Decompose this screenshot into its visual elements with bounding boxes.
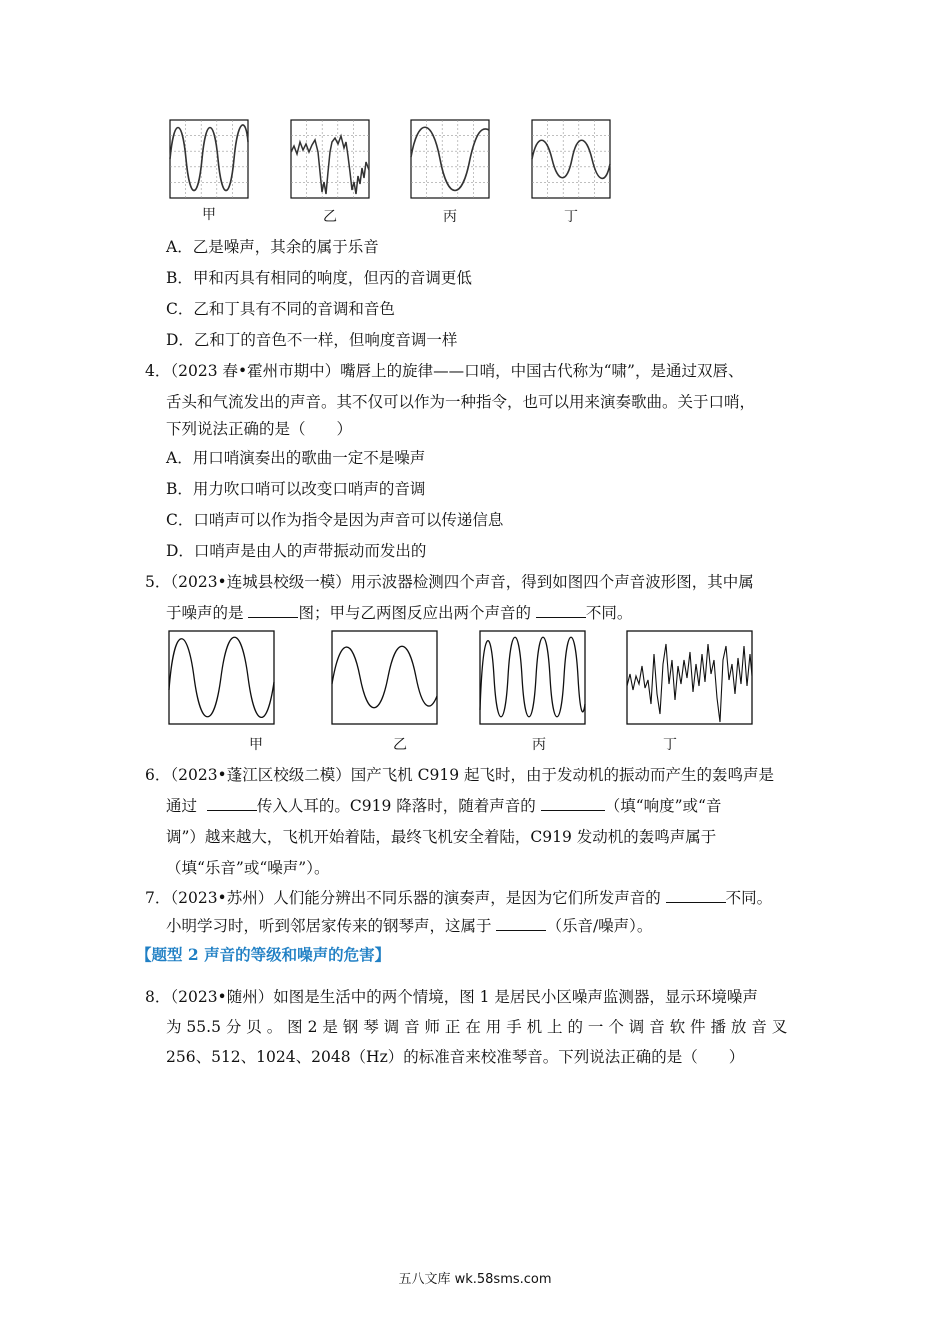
q4-stem-line3: 下列说法正确的是（ ） <box>166 420 353 438</box>
q7-stem-line2 <box>166 916 652 936</box>
wave-ding <box>532 140 610 178</box>
q7-text-d: （乐音/噪声）。 <box>546 917 653 935</box>
q7-text-c: 小明学习时，听到邻居家传来的钢琴声，这属于 <box>166 917 497 935</box>
q8-stem-line3: 256、512、1024、2048（Hz）的标准音来校准琴音。下列说法正确的是（ ） <box>166 1048 745 1066</box>
figure1-label-ding: 丁 <box>564 209 578 225</box>
q4-option-b: B．用力吹口哨可以改变口哨声的音调 <box>166 480 426 498</box>
figure-waveforms-2 <box>160 624 760 730</box>
q6-blank-2[interactable] <box>541 796 605 811</box>
wave2-jia <box>169 637 274 717</box>
wave2-bing-box <box>480 631 585 724</box>
figure2-label-yi: 乙 <box>393 737 407 753</box>
q6-stem-line1: 6．（2023•蓬江区校级二模）国产飞机 C919 起飞时，由于发动机的振动而产生的轰鸣声是 <box>145 766 775 784</box>
wave-bing <box>411 127 489 190</box>
q7-stem-line1 <box>145 888 772 908</box>
q3-option-b: B．甲和丙具有相同的响度，但丙的音调更低 <box>166 269 472 287</box>
q5-blank-1[interactable] <box>248 603 298 618</box>
figure2-label-ding: 丁 <box>663 737 677 753</box>
wave2-ding-box <box>627 631 752 724</box>
wave2-yi <box>332 646 437 708</box>
q5-text-b: 图；甲与乙两图反应出两个声音的 <box>298 604 536 622</box>
footer-watermark: 五八文库 wk.58sms.com <box>398 1272 552 1287</box>
wave-jia <box>170 125 248 191</box>
q6-stem-line4: （填“乐音”或“噪声”）。 <box>166 859 330 877</box>
q4-option-c: C．口哨声可以作为指令是因为声音可以传递信息 <box>166 511 504 529</box>
q4-option-a: A．用口哨演奏出的歌曲一定不是噪声 <box>166 449 426 467</box>
q6-blank-1[interactable] <box>207 796 257 811</box>
wave2-bing <box>480 637 585 717</box>
scope-ding <box>532 120 610 198</box>
scope-jia <box>170 120 248 198</box>
q6-stem-line3: 调”）越来越大，飞机开始着陆，最终飞机安全着陆，C919 发动机的轰鸣声属于 <box>166 828 717 846</box>
figure2-label-jia: 甲 <box>249 737 263 753</box>
q4-stem-line1: 4．（2023 春•霍州市期中）嘴唇上的旋律——口哨，中国古代称为“啸”，是通过双唇、 <box>145 362 744 380</box>
scope-bing <box>411 120 489 198</box>
q6-text-b: 传入人耳的。C919 降落时，随着声音的 <box>256 797 541 815</box>
wave2-jia-box <box>169 631 274 724</box>
q5-stem-line2 <box>166 603 632 623</box>
q3-option-d: D．乙和丁的音色不一样，但响度音调一样 <box>166 331 458 349</box>
q4-option-d: D．口哨声是由人的声带振动而发出的 <box>166 542 427 560</box>
q6-stem-line2 <box>166 796 721 816</box>
q7-text-b: 不同。 <box>725 889 773 907</box>
figure1-label-bing: 丙 <box>443 209 457 225</box>
q6-text-a: 通过 <box>166 797 202 815</box>
q4-stem-line2: 舌头和气流发出的声音。其不仅可以作为一种指令，也可以用来演奏歌曲。关于口哨， <box>166 393 756 411</box>
figure1-label-yi: 乙 <box>323 209 337 225</box>
q5-blank-2[interactable] <box>536 603 586 618</box>
wave2-yi-box <box>332 631 437 724</box>
q8-stem-line1: 8．（2023•随州）如图是生活中的两个情境，图 1 是居民小区噪声监测器，显示环境噪声 <box>145 988 758 1006</box>
wave-yi <box>291 136 369 194</box>
q5-text-c: 不同。 <box>585 604 633 622</box>
section-title: 【题型 2 声音的等级和噪声的危害】 <box>136 945 391 964</box>
q7-blank-2[interactable] <box>496 916 546 931</box>
q7-blank-1[interactable] <box>666 888 726 903</box>
q7-text-a: 7．（2023•苏州）人们能分辨出不同乐器的演奏声，是因为它们所发声音的 <box>145 889 666 907</box>
q3-option-c: C．乙和丁具有不同的音调和音色 <box>166 300 395 318</box>
q5-text-a: 于噪声的是 <box>166 604 249 622</box>
figure2-label-bing: 丙 <box>532 737 546 753</box>
q6-text-c: （填“响度”或“音 <box>604 797 722 815</box>
q3-option-a: A．乙是噪声，其余的属于乐音 <box>166 238 379 256</box>
q8-stem-line2: 为 55.5 分 贝 。 图 2 是 钢 琴 调 音 师 正 在 用 手 机 上 的 一 个 调 音 软 件 播 放 音 叉 <box>166 1018 788 1036</box>
q5-stem-line1: 5．（2023•连城县校级一模）用示波器检测四个声音，得到如图四个声音波形图，其中属 <box>145 573 754 591</box>
figure1-label-jia: 甲 <box>202 207 216 223</box>
scope-yi <box>291 120 369 198</box>
wave2-ding <box>627 644 752 722</box>
